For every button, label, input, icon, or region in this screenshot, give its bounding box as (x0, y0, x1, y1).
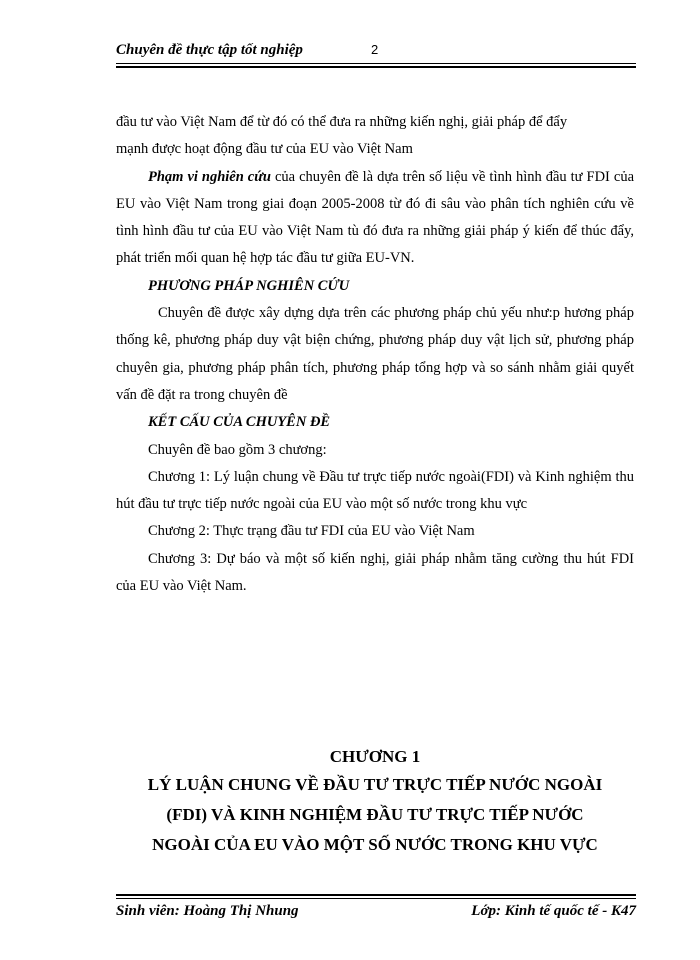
document-body (116, 109, 634, 600)
page-header (116, 42, 636, 64)
chapter1-description: Chương 1: Lý luận chung về Đầu tư trực tiếp nước ngoài(FDI) và Kinh nghiệm thu hút đầu tư trực tiếp nước ngoài của EU vào một số nước trong khu vực (116, 468, 634, 513)
methods-heading: PHƯƠNG PHÁP NGHIÊN CỨU (148, 277, 350, 294)
scope-paragraph (116, 164, 634, 273)
structure-intro: Chuyên đề bao gồm 3 chương: (148, 441, 327, 458)
intro-line-1: đầu tư vào Việt Nam để từ đó có thể đưa ra những kiến nghị, giải pháp để đẩy (116, 114, 568, 130)
footer-student: Sinh viên: Hoàng Thị Nhung (116, 903, 299, 919)
header-divider-thick (116, 66, 636, 68)
chapter2-description: Chương 2: Thực trạng đầu tư FDI của EU vào Việt Nam (148, 523, 475, 540)
chapter-title-line-2: (FDI) VÀ KINH NGHIỆM ĐẦU TƯ TRỰC TIẾP NƯỚC (166, 805, 584, 824)
chapter-label: CHƯƠNG 1 (329, 747, 421, 766)
chapter-title-line-1: LÝ LUẬN CHUNG VỀ ĐẦU TƯ TRỰC TIẾP NƯỚC NGOÀI (147, 775, 603, 794)
structure-heading: KẾT CẤU CỦA CHUYÊN ĐỀ (148, 414, 331, 431)
methods-paragraph: Chuyên đề được xây dựng dựa trên các phương pháp chủ yếu như:p hương pháp thống kê, phương pháp duy vật biện chứng, phương pháp duy vật lịch sử, phương pháp chuyên gia, phương pháp phân tích, phương pháp tổng hợp và so sánh nhằm giải quyết vấn đề đặt ra trong chuyên đề (116, 305, 634, 403)
page-number: 2 (371, 42, 379, 57)
scope-text: của chuyên đề là dựa trên số liệu về tình hình đầu tư FDI của EU vào Việt Nam trong giai đoạn 2005-2008 từ đó đi sâu vào phân tích nghiên cứu về tình hình đầu tư của EU vào Việt Nam tù đó đưa ra những giải pháp ý kiến để thúc đẩy, phát triển mối quan hệ hợp tác đầu tư giữa EU-VN. (116, 168, 634, 267)
intro-paragraph (116, 109, 634, 164)
scope-label: Phạm vi nghiên cứu (148, 168, 271, 185)
header-title: Chuyên đề thực tập tốt nghiệp (116, 42, 303, 58)
chapter-heading (100, 744, 650, 860)
footer-divider-thick (116, 894, 636, 896)
intro-line-2: mạnh được hoạt động đầu tư của EU vào Việt Nam (116, 141, 413, 158)
chapter3-description: Chương 3: Dự báo và một số kiến nghị, giải pháp nhằm tăng cường thu hút FDI của EU vào Việt Nam. (116, 550, 634, 595)
chapter-title-line-3: NGOÀI CỦA EU VÀO MỘT SỐ NƯỚC TRONG KHU VỰC (152, 835, 598, 854)
header-divider (116, 63, 636, 64)
footer-class: Lớp: Kinh tế quốc tế - K47 (471, 903, 636, 919)
footer-divider (116, 898, 636, 899)
